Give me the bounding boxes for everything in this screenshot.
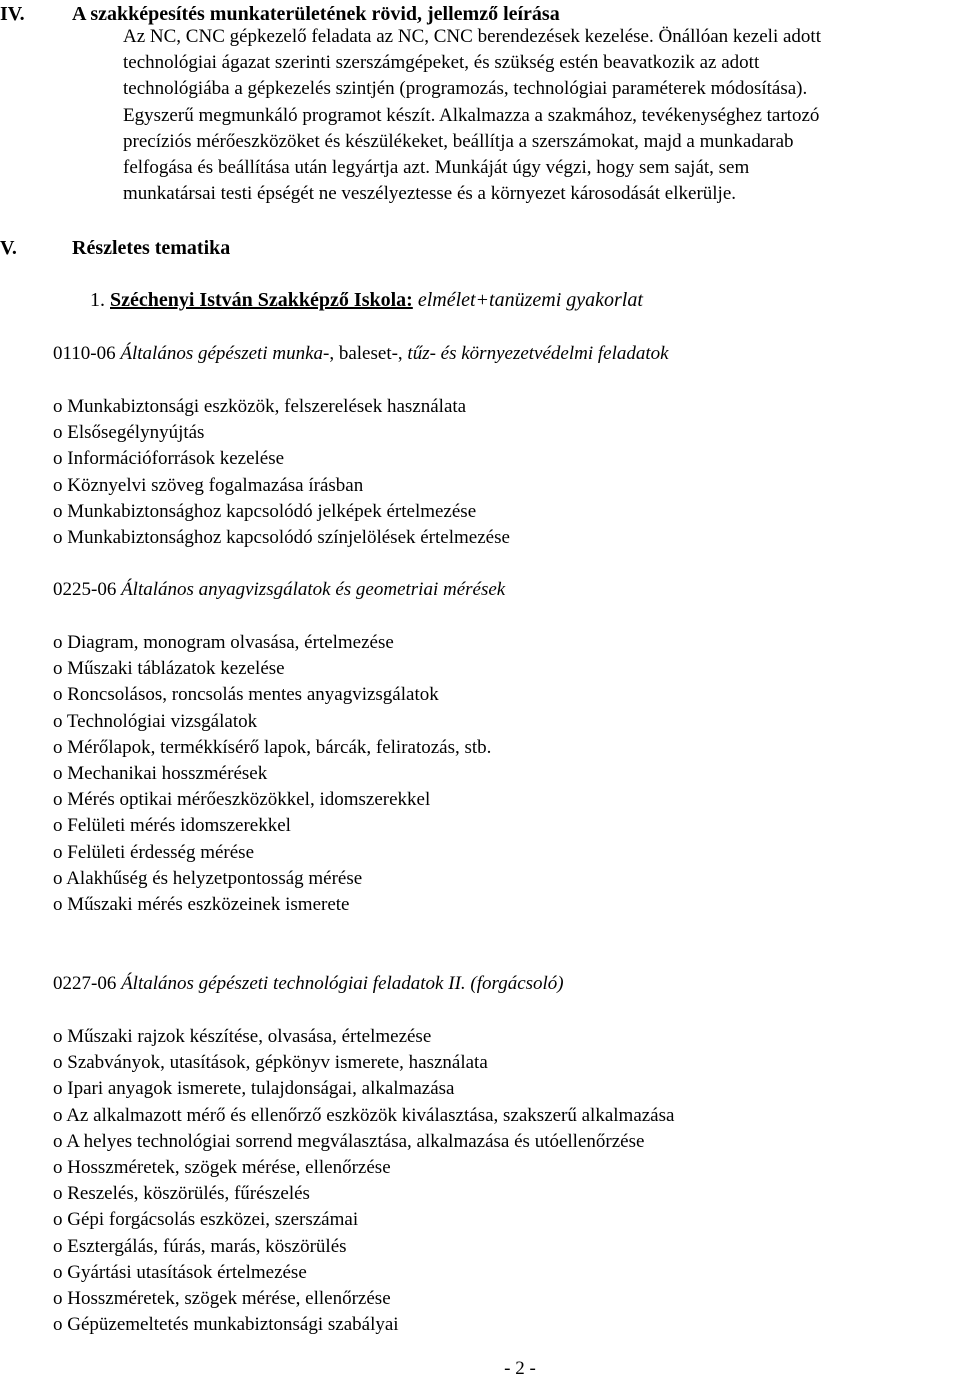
list-item: o Esztergálás, fúrás, marás, köszörülés [53,1235,347,1257]
section-v-numeral: V. [0,237,17,259]
module-heading [53,578,505,602]
school-name: Széchenyi István Szakképző Iskola: [110,289,413,311]
module-code: 0227-06 [53,973,117,994]
list-item: o A helyes technológiai sorrend megválasztása, alkalmazása és utóellenőrzése [53,1130,645,1152]
list-item: o Ipari anyagok ismerete, tulajdonságai, alkalmazása [53,1078,455,1100]
list-item: o Információforrások kezelése [53,448,285,470]
list-item: o Gépi forgácsolás eszközei, szerszámai [53,1209,359,1231]
module-heading [53,342,669,366]
list-item: o Munkabiztonsági eszközök, felszerelések használata [53,396,467,417]
module-title-plain: , baleset-, [329,343,408,364]
section-iv-heading [0,2,960,26]
paragraph-line: precíziós mérőeszközöket és készülékeket, beállítja a szerszámokat, majd a munkadarab [123,130,794,152]
paragraph-line: munkatársai testi épségét ne veszélyeztesse és a környezet károsodását elkerülje. [123,183,737,205]
module-heading [53,972,564,996]
list-item: o Felületi érdesség mérése [53,841,255,863]
paragraph-line: Az NC, CNC gépkezelő feladata az NC, CNC berendezések kezelése. Önállóan kezeli adott [123,26,821,47]
list-item: o Alakhűség és helyzetpontosság mérése [53,867,363,889]
paragraph-line: technológiai ágazat szerinti szerszámgépeket, és szükség estén beavatkozik az adott [123,52,760,74]
section-iv-numeral: IV. [0,3,25,25]
list-item: o Szabványok, utasítások, gépkönyv ismerete, használata [53,1052,488,1074]
list-item: o Mérőlapok, termékkísérő lapok, bárcák, feliratozás, stb. [53,736,492,758]
page-number: - 2 - [504,1358,536,1379]
list-item: o Mérés optikai mérőeszközökkel, idomszerekkel [53,789,431,811]
module-title: Általános gépészeti munka- [120,343,330,364]
list-item: o Műszaki rajzok készítése, olvasása, értelmezése [53,1026,432,1047]
list-item: o Hosszméretek, szögek mérése, ellenőrzése [53,1156,391,1178]
list-item: o Reszelés, köszörülés, fűrészelés [53,1183,310,1205]
list-item: o Műszaki mérés eszközeinek ismerete [53,893,350,915]
module-code: 0110-06 [53,343,116,364]
list-item: o Köznyelvi szöveg fogalmazása írásban [53,474,364,496]
section-v-title: Részletes tematika [72,237,231,259]
school-line [90,288,643,312]
module-title-continued: tűz- és környezetvédelmi feladatok [407,343,669,364]
list-item: o Elsősegélynyújtás [53,422,205,444]
module-code: 0225-06 [53,579,117,600]
list-item: o Műszaki táblázatok kezelése [53,658,285,680]
module-item-list [53,1024,674,1338]
list-item: o Munkabiztonsághoz kapcsolódó jelképek értelmezése [53,500,477,522]
list-item: o Gyártási utasítások értelmezése [53,1261,307,1283]
module-title: Általános gépészeti technológiai feladatok II. (forgácsoló) [121,973,564,994]
list-item: o Gépüzemeltetés munkabiztonsági szabályai [53,1314,399,1336]
module-item-list [53,394,510,551]
list-item: o Munkabiztonsághoz kapcsolódó színjelölések értelmezése [53,526,510,548]
list-item: o Technológiai vizsgálatok [53,710,258,732]
section-iv-paragraph [123,24,960,207]
list-item: o Diagram, monogram olvasása, értelmezése [53,632,394,653]
list-item: o Roncsolásos, roncsolás mentes anyagvizsgálatok [53,684,439,706]
school-number: 1. [90,289,105,311]
list-item: o Hosszméretek, szögek mérése, ellenőrzése [53,1287,391,1309]
module-item-list [53,630,491,918]
list-item: o Mechanikai hosszmérések [53,762,268,784]
section-iv-title: A szakképesítés munkaterületének rövid, jellemző leírása [72,3,560,25]
paragraph-line: technológiába a gépkezelés szintjén (programozás, technológiai paraméterek módosítása). [123,78,808,100]
module-title: Általános anyagvizsgálatok és geometriai mérések [121,579,506,600]
training-mode: elmélet+tanüzemi gyakorlat [417,289,643,311]
list-item: o Felületi mérés idomszerekkel [53,815,291,837]
paragraph-line: Egyszerű megmunkáló programot készít. Alkalmazza a szakmához, tevékenységhez tartozó [123,104,820,126]
paragraph-line: felfogása és beállítása után legyártja azt. Munkáját úgy végzi, hogy sem saját, sem [123,157,750,179]
section-v-heading [0,236,960,260]
list-item: o Az alkalmazott mérő és ellenőrző eszközök kiválasztása, szakszerű alkalmazása [53,1104,675,1126]
